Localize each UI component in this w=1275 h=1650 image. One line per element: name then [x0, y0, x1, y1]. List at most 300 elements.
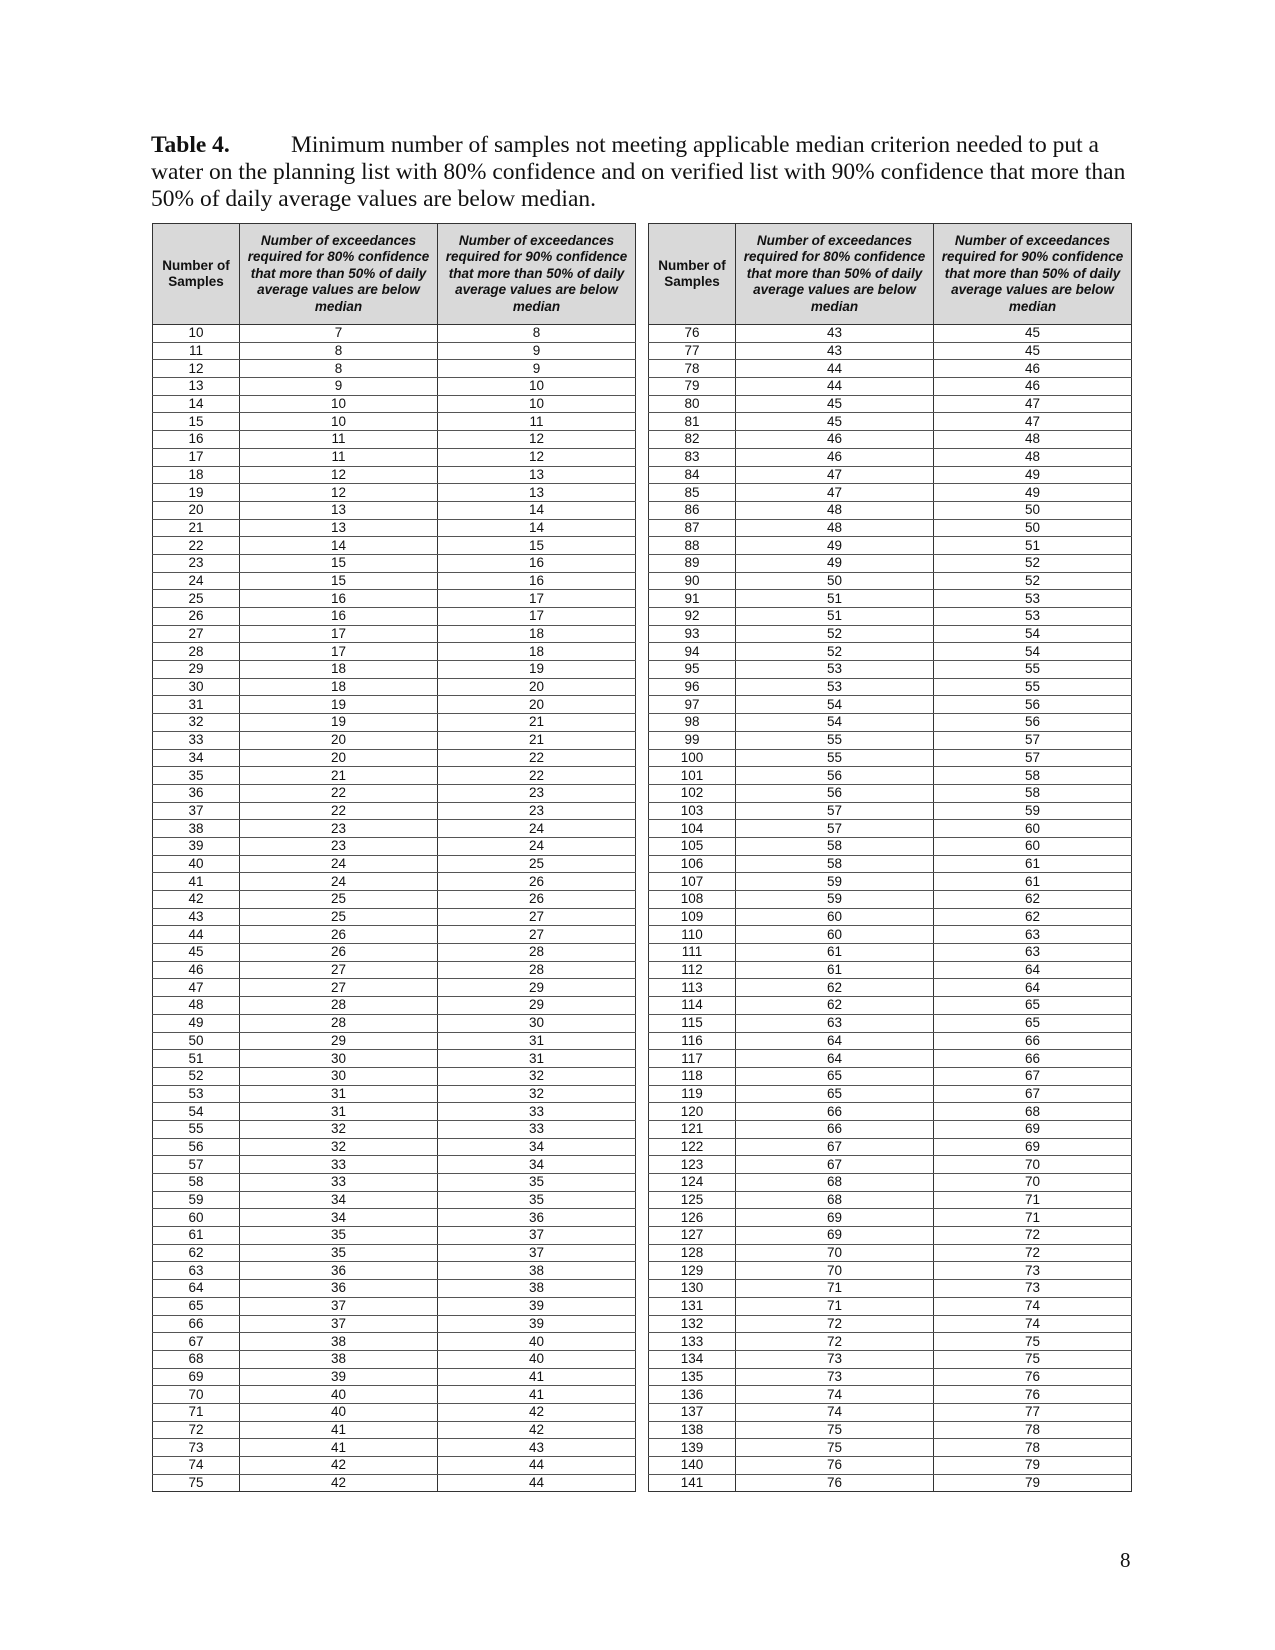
cell-90-confidence: 49 — [934, 466, 1132, 484]
cell-80-confidence: 58 — [736, 837, 934, 855]
cell-number-of-samples: 130 — [649, 1280, 736, 1298]
cell-80-confidence: 46 — [736, 448, 934, 466]
table-row — [153, 1138, 636, 1156]
cell-90-confidence: 24 — [438, 837, 636, 855]
table-row — [649, 678, 1132, 696]
table-row — [153, 696, 636, 714]
cell-90-confidence: 47 — [934, 413, 1132, 431]
cell-90-confidence: 46 — [934, 360, 1132, 378]
cell-80-confidence: 61 — [736, 944, 934, 962]
cell-90-confidence: 9 — [438, 360, 636, 378]
table-row — [153, 1244, 636, 1262]
table-row — [153, 1085, 636, 1103]
cell-90-confidence: 14 — [438, 519, 636, 537]
table-row — [649, 1050, 1132, 1068]
table-row — [649, 1103, 1132, 1121]
table-row — [649, 1156, 1132, 1174]
cell-number-of-samples: 79 — [649, 378, 736, 396]
cell-80-confidence: 38 — [240, 1333, 438, 1351]
cell-number-of-samples: 22 — [153, 537, 240, 555]
cell-90-confidence: 54 — [934, 643, 1132, 661]
cell-number-of-samples: 115 — [649, 1014, 736, 1032]
table-row — [153, 1262, 636, 1280]
cell-80-confidence: 34 — [240, 1191, 438, 1209]
cell-90-confidence: 69 — [934, 1138, 1132, 1156]
table-row — [153, 784, 636, 802]
table-row — [153, 749, 636, 767]
cell-90-confidence: 22 — [438, 767, 636, 785]
cell-80-confidence: 44 — [736, 360, 934, 378]
cell-number-of-samples: 133 — [649, 1333, 736, 1351]
cell-number-of-samples: 91 — [649, 590, 736, 608]
cell-80-confidence: 47 — [736, 484, 934, 502]
cell-90-confidence: 20 — [438, 678, 636, 696]
header-row — [649, 224, 1132, 325]
table-row — [153, 1333, 636, 1351]
cell-90-confidence: 17 — [438, 590, 636, 608]
cell-90-confidence: 63 — [934, 944, 1132, 962]
cell-number-of-samples: 11 — [153, 342, 240, 360]
cell-80-confidence: 52 — [736, 643, 934, 661]
cell-number-of-samples: 101 — [649, 767, 736, 785]
cell-80-confidence: 15 — [240, 554, 438, 572]
cell-number-of-samples: 68 — [153, 1350, 240, 1368]
cell-80-confidence: 23 — [240, 837, 438, 855]
cell-80-confidence: 33 — [240, 1156, 438, 1174]
cell-number-of-samples: 127 — [649, 1227, 736, 1245]
cell-90-confidence: 41 — [438, 1368, 636, 1386]
cell-80-confidence: 51 — [736, 608, 934, 626]
table-row — [649, 395, 1132, 413]
cell-80-confidence: 35 — [240, 1244, 438, 1262]
header-row — [153, 224, 636, 325]
table-row — [153, 873, 636, 891]
cell-80-confidence: 24 — [240, 855, 438, 873]
table-row — [153, 1227, 636, 1245]
table-row — [153, 1421, 636, 1439]
cell-number-of-samples: 96 — [649, 678, 736, 696]
cell-80-confidence: 16 — [240, 590, 438, 608]
cell-80-confidence: 19 — [240, 714, 438, 732]
cell-90-confidence: 12 — [438, 431, 636, 449]
table-row — [649, 378, 1132, 396]
cell-80-confidence: 56 — [736, 767, 934, 785]
cell-90-confidence: 78 — [934, 1421, 1132, 1439]
cell-number-of-samples: 21 — [153, 519, 240, 537]
table-caption — [151, 132, 1141, 213]
cell-80-confidence: 68 — [736, 1191, 934, 1209]
header-80-confidence: Number of exceedances required for 80% confidence that more than 50% of daily average values are below median — [240, 224, 438, 325]
cell-80-confidence: 18 — [240, 678, 438, 696]
cell-80-confidence: 21 — [240, 767, 438, 785]
cell-90-confidence: 64 — [934, 961, 1132, 979]
table-caption-text: Minimum number of samples not meeting applicable median criterion needed to put a water on the planning list with 80% confidence and on verified list with 90% confidence that more than 50% of daily average values are below median. — [151, 132, 1126, 212]
cell-number-of-samples: 72 — [153, 1421, 240, 1439]
cell-90-confidence: 55 — [934, 678, 1132, 696]
table-row — [153, 961, 636, 979]
cell-90-confidence: 47 — [934, 395, 1132, 413]
table-row — [649, 661, 1132, 679]
table-row — [153, 1386, 636, 1404]
cell-number-of-samples: 60 — [153, 1209, 240, 1227]
table-row — [649, 908, 1132, 926]
cell-90-confidence: 23 — [438, 784, 636, 802]
cell-80-confidence: 24 — [240, 873, 438, 891]
cell-90-confidence: 73 — [934, 1280, 1132, 1298]
cell-number-of-samples: 129 — [649, 1262, 736, 1280]
cell-90-confidence: 37 — [438, 1227, 636, 1245]
cell-80-confidence: 11 — [240, 448, 438, 466]
cell-number-of-samples: 31 — [153, 696, 240, 714]
cell-80-confidence: 73 — [736, 1350, 934, 1368]
cell-number-of-samples: 100 — [649, 749, 736, 767]
table-row — [649, 1421, 1132, 1439]
cell-80-confidence: 30 — [240, 1050, 438, 1068]
cell-80-confidence: 72 — [736, 1333, 934, 1351]
cell-80-confidence: 51 — [736, 590, 934, 608]
cell-90-confidence: 75 — [934, 1350, 1132, 1368]
cell-80-confidence: 37 — [240, 1315, 438, 1333]
cell-80-confidence: 43 — [736, 342, 934, 360]
cell-number-of-samples: 33 — [153, 731, 240, 749]
table-label: Table 4. — [151, 132, 230, 158]
cell-80-confidence: 34 — [240, 1209, 438, 1227]
table-row — [153, 731, 636, 749]
header-90-confidence: Number of exceedances required for 90% confidence that more than 50% of daily average values are below median — [438, 224, 636, 325]
table-row — [153, 431, 636, 449]
cell-90-confidence: 61 — [934, 855, 1132, 873]
cell-number-of-samples: 29 — [153, 661, 240, 679]
table-row — [153, 1156, 636, 1174]
cell-90-confidence: 31 — [438, 1050, 636, 1068]
cell-number-of-samples: 24 — [153, 572, 240, 590]
cell-number-of-samples: 85 — [649, 484, 736, 502]
table-row — [649, 802, 1132, 820]
cell-90-confidence: 67 — [934, 1085, 1132, 1103]
cell-number-of-samples: 78 — [649, 360, 736, 378]
cell-number-of-samples: 44 — [153, 926, 240, 944]
cell-number-of-samples: 86 — [649, 501, 736, 519]
table-row — [649, 926, 1132, 944]
table-row — [153, 979, 636, 997]
cell-80-confidence: 42 — [240, 1474, 438, 1492]
cell-90-confidence: 31 — [438, 1032, 636, 1050]
cell-90-confidence: 8 — [438, 325, 636, 343]
cell-90-confidence: 46 — [934, 378, 1132, 396]
cell-80-confidence: 10 — [240, 395, 438, 413]
cell-80-confidence: 23 — [240, 820, 438, 838]
cell-90-confidence: 16 — [438, 572, 636, 590]
cell-80-confidence: 44 — [736, 378, 934, 396]
table-row — [153, 1403, 636, 1421]
cell-number-of-samples: 26 — [153, 608, 240, 626]
table-row — [649, 1209, 1132, 1227]
table-row — [649, 820, 1132, 838]
cell-number-of-samples: 116 — [649, 1032, 736, 1050]
cell-90-confidence: 14 — [438, 501, 636, 519]
cell-80-confidence: 54 — [736, 696, 934, 714]
cell-80-confidence: 42 — [240, 1457, 438, 1475]
table-row — [649, 466, 1132, 484]
cell-80-confidence: 41 — [240, 1421, 438, 1439]
table-row — [153, 1209, 636, 1227]
cell-number-of-samples: 138 — [649, 1421, 736, 1439]
cell-90-confidence: 24 — [438, 820, 636, 838]
table-row — [153, 466, 636, 484]
cell-90-confidence: 9 — [438, 342, 636, 360]
cell-90-confidence: 43 — [438, 1439, 636, 1457]
table-row — [649, 1067, 1132, 1085]
cell-90-confidence: 74 — [934, 1315, 1132, 1333]
cell-80-confidence: 32 — [240, 1120, 438, 1138]
table-row — [153, 997, 636, 1015]
cell-90-confidence: 44 — [438, 1474, 636, 1492]
table-row — [153, 926, 636, 944]
cell-80-confidence: 60 — [736, 926, 934, 944]
table-row — [649, 696, 1132, 714]
table-row — [153, 714, 636, 732]
cell-90-confidence: 60 — [934, 837, 1132, 855]
cell-number-of-samples: 98 — [649, 714, 736, 732]
cell-90-confidence: 18 — [438, 625, 636, 643]
cell-number-of-samples: 17 — [153, 448, 240, 466]
cell-80-confidence: 74 — [736, 1386, 934, 1404]
cell-90-confidence: 79 — [934, 1474, 1132, 1492]
cell-number-of-samples: 32 — [153, 714, 240, 732]
cell-90-confidence: 69 — [934, 1120, 1132, 1138]
cell-number-of-samples: 80 — [649, 395, 736, 413]
cell-number-of-samples: 54 — [153, 1103, 240, 1121]
cell-number-of-samples: 77 — [649, 342, 736, 360]
cell-number-of-samples: 28 — [153, 643, 240, 661]
table-row — [153, 1474, 636, 1492]
cell-number-of-samples: 110 — [649, 926, 736, 944]
cell-90-confidence: 23 — [438, 802, 636, 820]
cell-number-of-samples: 30 — [153, 678, 240, 696]
cell-90-confidence: 17 — [438, 608, 636, 626]
cell-80-confidence: 55 — [736, 731, 934, 749]
cell-90-confidence: 30 — [438, 1014, 636, 1032]
cell-80-confidence: 55 — [736, 749, 934, 767]
cell-80-confidence: 53 — [736, 661, 934, 679]
cell-90-confidence: 61 — [934, 873, 1132, 891]
table-row — [649, 784, 1132, 802]
cell-number-of-samples: 73 — [153, 1439, 240, 1457]
table-row — [649, 1280, 1132, 1298]
cell-80-confidence: 60 — [736, 908, 934, 926]
cell-90-confidence: 34 — [438, 1156, 636, 1174]
cell-90-confidence: 42 — [438, 1421, 636, 1439]
cell-number-of-samples: 43 — [153, 908, 240, 926]
cell-80-confidence: 50 — [736, 572, 934, 590]
table-row — [649, 590, 1132, 608]
table-row — [649, 431, 1132, 449]
table-row — [649, 1350, 1132, 1368]
cell-80-confidence: 26 — [240, 944, 438, 962]
table-row — [649, 325, 1132, 343]
cell-number-of-samples: 105 — [649, 837, 736, 855]
table-row — [649, 1085, 1132, 1103]
cell-80-confidence: 30 — [240, 1067, 438, 1085]
table-row — [649, 1120, 1132, 1138]
cell-number-of-samples: 61 — [153, 1227, 240, 1245]
cell-80-confidence: 17 — [240, 643, 438, 661]
cell-number-of-samples: 65 — [153, 1297, 240, 1315]
cell-number-of-samples: 39 — [153, 837, 240, 855]
table-row — [153, 1014, 636, 1032]
cell-90-confidence: 45 — [934, 342, 1132, 360]
cell-80-confidence: 36 — [240, 1262, 438, 1280]
cell-number-of-samples: 52 — [153, 1067, 240, 1085]
cell-number-of-samples: 64 — [153, 1280, 240, 1298]
cell-90-confidence: 56 — [934, 696, 1132, 714]
cell-number-of-samples: 111 — [649, 944, 736, 962]
cell-80-confidence: 19 — [240, 696, 438, 714]
cell-80-confidence: 47 — [736, 466, 934, 484]
table-row — [153, 325, 636, 343]
cell-80-confidence: 76 — [736, 1474, 934, 1492]
table-row — [153, 1457, 636, 1475]
table-row — [649, 1333, 1132, 1351]
cell-80-confidence: 36 — [240, 1280, 438, 1298]
cell-90-confidence: 40 — [438, 1333, 636, 1351]
cell-90-confidence: 32 — [438, 1067, 636, 1085]
cell-80-confidence: 26 — [240, 926, 438, 944]
table-row — [649, 837, 1132, 855]
cell-80-confidence: 33 — [240, 1174, 438, 1192]
cell-number-of-samples: 89 — [649, 554, 736, 572]
table-row — [153, 1368, 636, 1386]
cell-80-confidence: 31 — [240, 1085, 438, 1103]
table-row — [649, 855, 1132, 873]
table-row — [153, 1280, 636, 1298]
table-row — [153, 678, 636, 696]
cell-number-of-samples: 40 — [153, 855, 240, 873]
cell-80-confidence: 13 — [240, 501, 438, 519]
cell-90-confidence: 35 — [438, 1191, 636, 1209]
samples-table-right — [648, 223, 1132, 1492]
cell-80-confidence: 27 — [240, 979, 438, 997]
cell-number-of-samples: 84 — [649, 466, 736, 484]
cell-90-confidence: 64 — [934, 979, 1132, 997]
table-row — [153, 1439, 636, 1457]
table-row — [649, 643, 1132, 661]
cell-90-confidence: 45 — [934, 325, 1132, 343]
table-row — [649, 360, 1132, 378]
cell-90-confidence: 19 — [438, 661, 636, 679]
table-row — [649, 1368, 1132, 1386]
cell-80-confidence: 64 — [736, 1032, 934, 1050]
cell-90-confidence: 21 — [438, 731, 636, 749]
cell-number-of-samples: 47 — [153, 979, 240, 997]
cell-90-confidence: 13 — [438, 466, 636, 484]
cell-80-confidence: 45 — [736, 395, 934, 413]
table-row — [153, 802, 636, 820]
cell-number-of-samples: 97 — [649, 696, 736, 714]
table-row — [649, 714, 1132, 732]
cell-90-confidence: 60 — [934, 820, 1132, 838]
table-row — [649, 1138, 1132, 1156]
cell-number-of-samples: 10 — [153, 325, 240, 343]
cell-80-confidence: 71 — [736, 1280, 934, 1298]
cell-90-confidence: 33 — [438, 1120, 636, 1138]
cell-80-confidence: 22 — [240, 784, 438, 802]
cell-number-of-samples: 102 — [649, 784, 736, 802]
cell-90-confidence: 35 — [438, 1174, 636, 1192]
table-row — [649, 554, 1132, 572]
cell-80-confidence: 15 — [240, 572, 438, 590]
cell-80-confidence: 72 — [736, 1315, 934, 1333]
cell-number-of-samples: 67 — [153, 1333, 240, 1351]
table-row — [153, 1174, 636, 1192]
table-row — [649, 1439, 1132, 1457]
cell-number-of-samples: 124 — [649, 1174, 736, 1192]
cell-80-confidence: 52 — [736, 625, 934, 643]
table-row — [649, 767, 1132, 785]
table-row — [153, 395, 636, 413]
cell-number-of-samples: 106 — [649, 855, 736, 873]
table-row — [153, 342, 636, 360]
table-row — [649, 413, 1132, 431]
cell-80-confidence: 17 — [240, 625, 438, 643]
cell-number-of-samples: 95 — [649, 661, 736, 679]
table-row — [649, 1403, 1132, 1421]
cell-number-of-samples: 34 — [153, 749, 240, 767]
cell-number-of-samples: 104 — [649, 820, 736, 838]
cell-80-confidence: 57 — [736, 802, 934, 820]
cell-80-confidence: 59 — [736, 873, 934, 891]
cell-number-of-samples: 141 — [649, 1474, 736, 1492]
table-row — [649, 731, 1132, 749]
cell-number-of-samples: 23 — [153, 554, 240, 572]
cell-90-confidence: 25 — [438, 855, 636, 873]
table-row — [153, 501, 636, 519]
cell-80-confidence: 39 — [240, 1368, 438, 1386]
cell-90-confidence: 26 — [438, 891, 636, 909]
cell-number-of-samples: 121 — [649, 1120, 736, 1138]
cell-90-confidence: 18 — [438, 643, 636, 661]
cell-80-confidence: 75 — [736, 1421, 934, 1439]
cell-number-of-samples: 114 — [649, 997, 736, 1015]
table-row — [153, 554, 636, 572]
cell-80-confidence: 40 — [240, 1386, 438, 1404]
cell-80-confidence: 73 — [736, 1368, 934, 1386]
cell-80-confidence: 20 — [240, 731, 438, 749]
cell-90-confidence: 71 — [934, 1191, 1132, 1209]
cell-80-confidence: 75 — [736, 1439, 934, 1457]
table-row — [153, 1297, 636, 1315]
cell-80-confidence: 7 — [240, 325, 438, 343]
cell-90-confidence: 38 — [438, 1262, 636, 1280]
cell-number-of-samples: 12 — [153, 360, 240, 378]
cell-80-confidence: 76 — [736, 1457, 934, 1475]
cell-number-of-samples: 90 — [649, 572, 736, 590]
table-row — [153, 625, 636, 643]
table-row — [649, 1174, 1132, 1192]
cell-number-of-samples: 92 — [649, 608, 736, 626]
cell-90-confidence: 10 — [438, 395, 636, 413]
cell-80-confidence: 70 — [736, 1262, 934, 1280]
cell-90-confidence: 10 — [438, 378, 636, 396]
table-row — [153, 1350, 636, 1368]
cell-80-confidence: 58 — [736, 855, 934, 873]
cell-80-confidence: 69 — [736, 1227, 934, 1245]
cell-number-of-samples: 134 — [649, 1350, 736, 1368]
cell-90-confidence: 65 — [934, 997, 1132, 1015]
cell-80-confidence: 22 — [240, 802, 438, 820]
cell-number-of-samples: 48 — [153, 997, 240, 1015]
table-row — [153, 944, 636, 962]
